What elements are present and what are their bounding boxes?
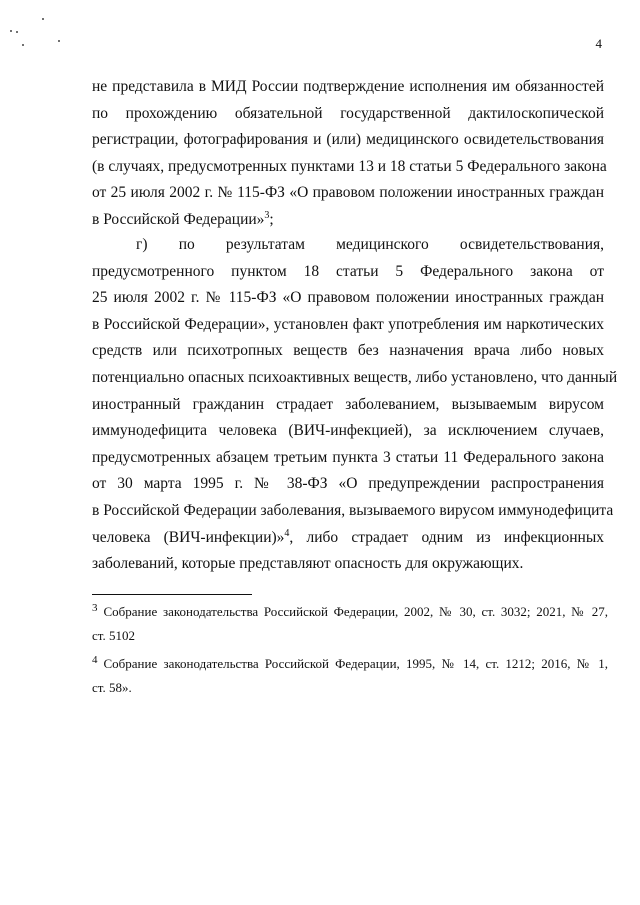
footnote-line xyxy=(92,600,608,624)
text-line: предусмотренных абзацем третьим пункта 3 статьи 11 Федерального закона xyxy=(92,448,604,466)
scan-speck xyxy=(58,40,60,42)
paragraph-1 xyxy=(92,74,607,234)
text-line: г) по результатам медицинского освидетельствования, xyxy=(136,236,604,253)
footnote-line: ст. 5102 xyxy=(92,628,135,643)
footnote-reference: 3 xyxy=(264,209,270,221)
text-line: регистрации, фотографирования и (или) медицинского освидетельствования xyxy=(92,131,604,149)
text-line: от 25 июля 2002 г. № 115-ФЗ «О правовом положении иностранных граждан xyxy=(92,184,604,202)
scan-speck xyxy=(42,18,44,20)
text-line: (в случаях, предусмотренных пунктами 13 и 18 статьи 5 Федерального закона xyxy=(92,157,607,175)
text-line: средств или психотропных веществ без назначения врача либо новых xyxy=(92,342,604,360)
footnote-number: 3 xyxy=(92,601,98,614)
paragraph-2 xyxy=(92,232,618,578)
text-fragment: в Российской Федерации» xyxy=(92,210,265,228)
footnote-separator xyxy=(92,594,252,595)
text-fragment: ; xyxy=(269,210,274,228)
text-line: по прохождению обязательной государственной дактилоскопической xyxy=(92,104,604,122)
scan-speck xyxy=(22,44,24,46)
scan-speck xyxy=(16,31,18,33)
text-line: 25 июля 2002 г. № 115-ФЗ «О правовом положении иностранных граждан xyxy=(92,289,604,307)
scan-speck xyxy=(10,30,12,32)
text-line: от 30 марта 1995 г. № 38-ФЗ «О предупреждении распространения xyxy=(92,475,604,493)
footnote-number: 4 xyxy=(92,653,98,666)
text-line xyxy=(92,525,604,552)
text-fragment: человека (ВИЧ-инфекции)» xyxy=(92,528,285,546)
text-line: потенциально опасных психоактивных веществ, либо установлено, что данный xyxy=(92,368,618,386)
footnote-line xyxy=(92,652,608,676)
footnote-text: Собрание законодательства Российской Федерации, 2002, № 30, ст. 3032; 2021, № 27, xyxy=(103,604,608,619)
footnote-3 xyxy=(92,600,608,648)
footnote-line: ст. 58». xyxy=(92,680,132,695)
text-line: не представила в МИД России подтверждение исполнения им обязанностей xyxy=(92,78,604,95)
text-line xyxy=(92,207,604,234)
text-fragment: , либо страдает одним из инфекционных xyxy=(289,528,604,546)
footnote-reference: 4 xyxy=(284,527,290,539)
page-number: 4 xyxy=(595,36,602,51)
text-line: иностранный гражданин страдает заболеванием, вызываемым вирусом xyxy=(92,395,604,413)
text-line: заболеваний, которые представляют опасность для окружающих. xyxy=(92,555,524,573)
footnote-text: Собрание законодательства Российской Федерации, 1995, № 14, ст. 1212; 2016, № 1, xyxy=(103,656,608,671)
text-line: предусмотренного пунктом 18 статьи 5 Федерального закона от xyxy=(92,262,604,280)
text-line: в Российской Федерации», установлен факт употребления им наркотических xyxy=(92,315,604,333)
text-line: в Российской Федерации заболевания, вызываемого вирусом иммунодефицита xyxy=(92,501,614,519)
text-line: иммунодефицита человека (ВИЧ-инфекцией), за исключением случаев, xyxy=(92,422,604,440)
footnote-4 xyxy=(92,652,608,700)
